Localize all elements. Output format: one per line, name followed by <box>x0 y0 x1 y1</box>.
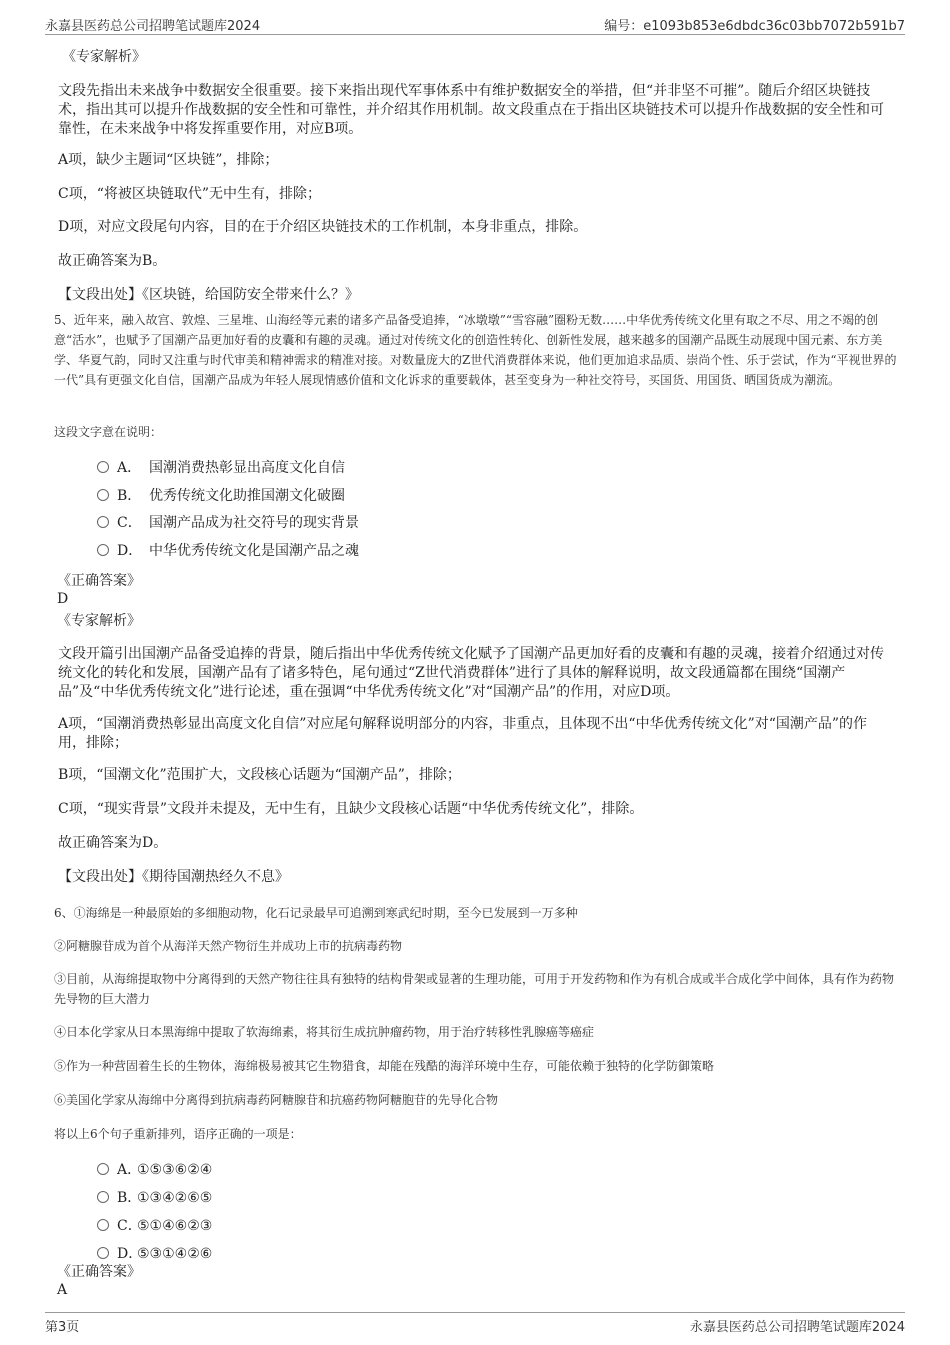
q6-answer-title: 《正确答案》 <box>57 1264 141 1280</box>
q6-answer: A <box>57 1282 68 1298</box>
option-key: B． <box>117 1190 142 1206</box>
option-text: 优秀传统文化助推国潮文化破圈 <box>149 488 345 504</box>
page-header <box>45 12 905 35</box>
q4-analysis: 文段先指出未来战争中数据安全很重要。接下来指出现代军事体系中有维护数据安全的举措，但“并非坚不可摧”。随后介绍区块链技术，指出其可以提升作战数据的安全性和可靠性，并介绍其作用机制。故文段重点在于指出区块链技术可以提升作战数据的安全性和可靠性，在未来战争中将发挥重要作用，对应B项。 <box>58 83 884 137</box>
q4-expert-title: 《专家解析》 <box>62 49 146 65</box>
q5-source: 【文段出处】《期待国潮热经久不息》 <box>58 869 289 885</box>
header-title: 永嘉县医药总公司招聘笔试题库2024 <box>45 19 261 34</box>
q4-note-d: D项，对应文段尾句内容，目的在于介绍区块链技术的工作机制，本身非重点，排除。 <box>58 219 588 235</box>
option-key: D． <box>117 543 143 559</box>
radio-button-icon[interactable] <box>97 461 109 473</box>
option-key: B． <box>117 488 142 504</box>
q6-option-b[interactable] <box>97 1189 212 1207</box>
q4-source: 【文段出处】《区块链，给国防安全带来什么？》 <box>58 287 359 303</box>
header-doc-id: 编号：e1093b853e6dbdc36c03bb7072b591b7 <box>604 19 905 34</box>
option-text: ①③④②⑥⑤ <box>137 1190 213 1206</box>
option-key: C． <box>117 515 142 531</box>
q5-analysis: 文段开篇引出国潮产品备受追捧的背景，随后指出中华优秀传统文化赋予了国潮产品更加好看的皮囊和有趣的灵魂，接着介绍通过对传统文化的转化和发展，国潮产品有了诸多特色，尾句通过“Z世代消费群体”进行了具体的解释说明，故文段通篇都在围绕“国潮产品”及“中华优秀传统文化”进行论述，重在强调“中华优秀传统文化”对“国潮产品”的作用，对应D项。 <box>58 646 884 700</box>
q5-note-a: A项，“国潮消费热彰显出高度文化自信”对应尾句解释说明部分的内容，非重点，且体现不出“中华优秀传统文化”对“国潮产品”的作用，排除； <box>58 716 868 751</box>
q6-option-d[interactable] <box>97 1245 212 1263</box>
q4-conclusion: 故正确答案为B。 <box>58 253 167 269</box>
q5-option-a[interactable] <box>97 459 345 477</box>
q6-sentence-2: ②阿糖腺苷成为首个从海洋天然产物衍生并成功上市的抗病毒药物 <box>54 939 403 953</box>
q5-option-d[interactable] <box>97 542 359 560</box>
q4-note-c: C项，“将被区块链取代”无中生有，排除； <box>58 186 322 202</box>
option-key: A． <box>117 1162 142 1178</box>
q5-answer-title: 《正确答案》 <box>57 573 141 589</box>
radio-button-icon[interactable] <box>97 516 109 528</box>
option-key: D． <box>117 1246 143 1262</box>
q6-option-a[interactable] <box>97 1161 212 1179</box>
radio-button-icon[interactable] <box>97 489 109 501</box>
q5-stem: 5、近年来，融入故宫、敦煌、三星堆、山海经等元素的诸多产品备受追捧，“冰墩墩”“雪容融”圈粉无数……中华优秀传统文化里有取之不尽、用之不竭的创意“活水”，也赋予了国潮产品更加好看的皮囊和有趣的灵魂。通过对传统文化的创造性转化、创新性发展，越来越多的国潮产品既生动展现中国元素、东方美学、华夏气韵，同时又注重与时代审美和精神需求的精准对接。对数量庞大的Z世代消费群体来说，他们更加追求品质、崇尚个性、乐于尝试，作为“平视世界的一代”具有更强文化自信，国潮产品成为年轻人展现情感价值和文化诉求的重要载体，甚至变身为一种社交符号，买国货、用国货、晒国货成为潮流。 <box>54 313 897 387</box>
footer-title: 永嘉县医药总公司招聘笔试题库2024 <box>689 1320 905 1335</box>
option-text: 国潮产品成为社交符号的现实背景 <box>149 515 359 531</box>
q4-note-a: A项，缺少主题词“区块链”，排除； <box>58 152 279 168</box>
q6-sentence-5: ⑤作为一种营固着生长的生物体，海绵极易被其它生物猎食，却能在残酷的海洋环境中生存，可能依赖于独特的化学防御策略 <box>54 1059 715 1073</box>
q6-sentence-6: ⑥美国化学家从海绵中分离得到抗病毒药阿糖腺苷和抗癌药物阿糖胞苷的先导化合物 <box>54 1093 499 1107</box>
radio-button-icon[interactable] <box>97 1163 109 1175</box>
page-number: 第3页 <box>45 1320 80 1335</box>
q5-answer: D <box>57 591 69 607</box>
option-text: 国潮消费热彰显出高度文化自信 <box>149 460 345 476</box>
q5-expert-title: 《专家解析》 <box>57 613 141 629</box>
radio-button-icon[interactable] <box>97 1247 109 1259</box>
radio-button-icon[interactable] <box>97 1191 109 1203</box>
q5-conclusion: 故正确答案为D。 <box>58 835 168 851</box>
page-footer <box>45 1312 905 1335</box>
q6-option-c[interactable] <box>97 1217 212 1235</box>
q5-note-b: B项，“国潮文化”范围扩大，文段核心话题为“国潮产品”，排除； <box>58 767 461 783</box>
q5-prompt: 这段文字意在说明： <box>54 425 163 439</box>
q6-sentence-4: ④日本化学家从日本黑海绵中提取了软海绵素，将其衍生成抗肿瘤药物，用于治疗转移性乳腺癌等癌症 <box>54 1025 595 1039</box>
q5-note-c: C项，“现实背景”文段并未提及，无中生有，且缺少文段核心话题“中华优秀传统文化”，排除。 <box>58 801 644 817</box>
option-key: C． <box>117 1218 142 1234</box>
radio-button-icon[interactable] <box>97 544 109 556</box>
option-text: ①⑤③⑥②④ <box>137 1162 213 1178</box>
option-text: 中华优秀传统文化是国潮产品之魂 <box>149 543 359 559</box>
q6-sentence-3: ③目前，从海绵提取物中分离得到的天然产物往往具有独特的结构骨架或显著的生理功能，可用于开发药物和作为有机合成或半合成化学中间体，具有作为药物先导物的巨大潜力 <box>54 972 895 1006</box>
option-text: ⑤③①④②⑥ <box>137 1246 213 1262</box>
q6-prompt: 将以上6个句子重新排列，语序正确的一项是： <box>54 1127 302 1141</box>
q5-option-b[interactable] <box>97 487 345 505</box>
option-key: A． <box>117 460 142 476</box>
option-text: ⑤①④⑥②③ <box>137 1218 213 1234</box>
q5-option-c[interactable] <box>97 514 359 532</box>
q6-sentence-1: 6、①海绵是一种最原始的多细胞动物，化石记录最早可追溯到寒武纪时期，至今已发展到一万多种 <box>54 906 578 920</box>
radio-button-icon[interactable] <box>97 1219 109 1231</box>
